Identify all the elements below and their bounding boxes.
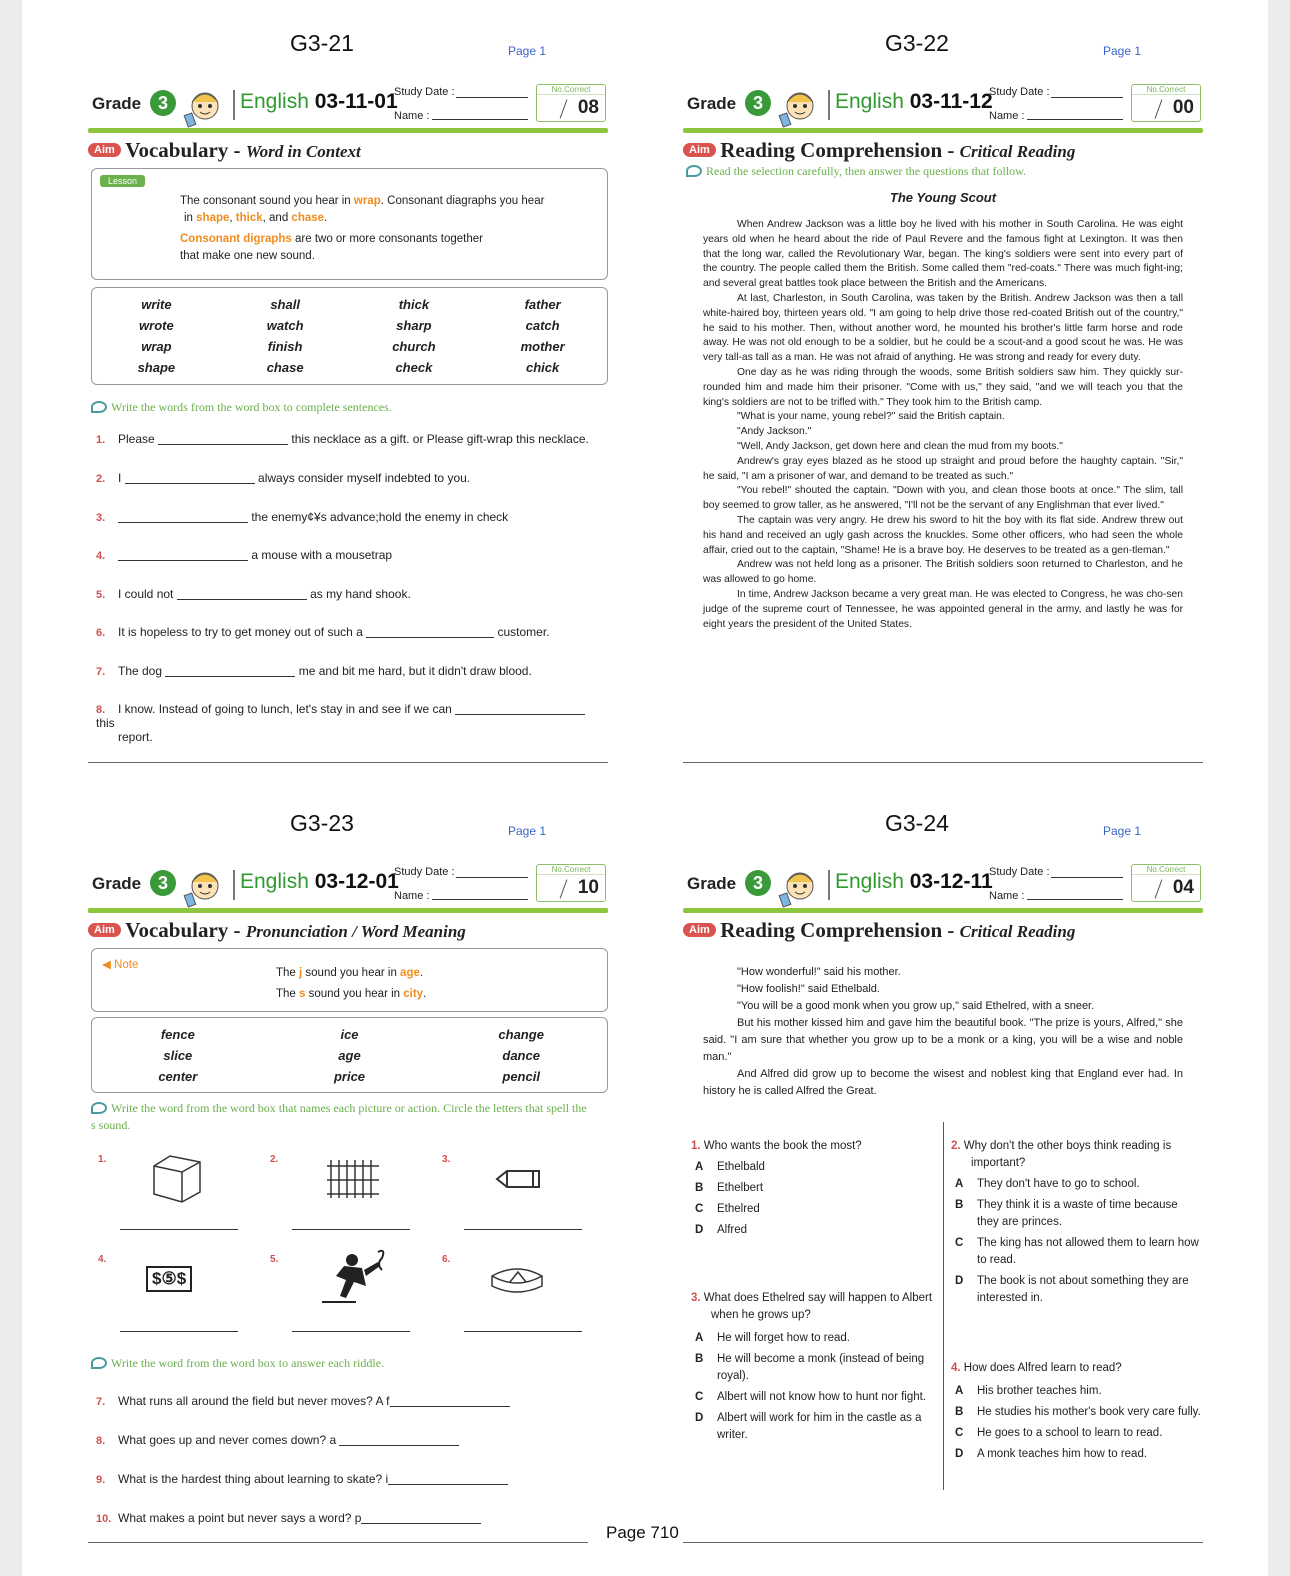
pencil-picture: [495, 1166, 545, 1192]
word: chick: [526, 360, 560, 375]
worksheet-header: [683, 84, 1203, 130]
word: thick: [398, 297, 430, 312]
grade-number-badge: 3: [150, 90, 176, 116]
study-date-field[interactable]: [1051, 877, 1123, 878]
title-main: Vocabulary -: [125, 918, 246, 942]
answer-option[interactable]: A They don't have to go to school.: [955, 1178, 1140, 1190]
grade-number-badge: 3: [745, 90, 771, 116]
question-item: 8. I know. Instead of going to lunch, let's stay in and see if we can this: [96, 702, 606, 730]
worksheet-id: G3-24: [885, 810, 949, 836]
page-link[interactable]: Page 1: [1103, 44, 1142, 58]
pencil-icon: [91, 401, 107, 413]
answer-option[interactable]: C Albert will not know how to hunt nor fight.: [695, 1391, 927, 1403]
question-2: 2. Why don't the other boys think reading is important? A They don't have to go to school. B They think it is a waste of time because they are princes. C The king has not allowed them to learn how to read. D The book is not about something they are interested in.: [951, 1138, 1201, 1307]
question-3: 3. What does Ethelred say will happen to Albert when he grows up? A He will forget how to read. B He will become a monk (instead of being royal). C Albert will not know how to hunt nor fight. D Albert will work for him in the castle as a writer.: [691, 1290, 939, 1444]
header-rule: [88, 908, 608, 913]
pencil-icon: [686, 165, 702, 177]
word-box: [91, 287, 608, 385]
picture-number: 2.: [270, 1154, 279, 1165]
answer-blank[interactable]: [455, 703, 585, 715]
score-value: 04: [1172, 877, 1194, 898]
subject-code: [835, 870, 993, 894]
worksheet-header: [88, 864, 608, 910]
answer-option[interactable]: A He will forget how to read.: [695, 1332, 850, 1344]
word: change: [498, 1027, 544, 1042]
section-title: [683, 138, 1075, 163]
instruction: Write the word from the word box that names each picture or action. Circle the letters that spell the s sound.: [91, 1101, 587, 1132]
student-mascot-icon: [180, 84, 226, 130]
question-item: 6. It is hopeless to try to get money out of such a customer.: [96, 625, 550, 639]
answer-blank[interactable]: [158, 433, 288, 445]
word: slice: [163, 1048, 193, 1063]
note-box: [91, 948, 608, 1012]
score-value: 10: [577, 877, 599, 898]
score-value: 00: [1172, 97, 1194, 118]
word: fence: [160, 1027, 195, 1042]
subject-code: [835, 90, 993, 114]
instruction: Read the selection carefully, then answer the questions that follow.: [686, 164, 1026, 179]
grade-label: Grade: [687, 874, 737, 893]
word: shape: [137, 360, 176, 375]
student-mascot-icon: [775, 84, 821, 130]
section-title: [88, 138, 361, 163]
page-number: Page 710: [606, 1523, 679, 1542]
picture-number: 5.: [270, 1254, 279, 1265]
answer-blank[interactable]: [125, 472, 255, 484]
name-label: Name :: [394, 110, 430, 122]
word: father: [524, 297, 561, 312]
question-1: 1. Who wants the book the most? A Ethelbald B Ethelbert C Ethelred D Alfred: [691, 1138, 939, 1239]
word: pencil: [502, 1069, 540, 1084]
lesson-code: 03-11-12: [909, 90, 993, 113]
lesson-box: [91, 168, 608, 280]
title-main: Vocabulary -: [125, 138, 246, 162]
answer-option[interactable]: B He studies his mother's book very care fully.: [955, 1406, 1201, 1418]
student-mascot-icon: [180, 864, 226, 910]
reading-passage: "How wonderful!" said his mother. "How foolish!" said Ethelbald. "You will be a good monk when you grow up," said Ethelred, with a sneer. But his mother kissed him and gave him the beautiful book. "The prize is yours, Alfred," she said. "I am sure that whether you grow up to be a monk or a king, you will be a wise and noble man." And Alfred did grow up to become the wisest and noblest king that England ever had. In history he is called Alfred the Great.: [703, 966, 1183, 1097]
name-field[interactable]: [1027, 899, 1123, 900]
answer-blank[interactable]: [120, 1320, 238, 1332]
word: church: [392, 339, 436, 354]
score-box[interactable]: [536, 864, 606, 902]
answer-option[interactable]: B They think it is a waste of time because they are princes.: [955, 1199, 1178, 1228]
name-field[interactable]: [432, 119, 528, 120]
lesson-code: 03-11-01: [314, 90, 398, 113]
question-item: 2. I always consider myself indebted to you.: [96, 471, 471, 485]
answer-blank[interactable]: [388, 1473, 508, 1485]
word-box: [91, 1017, 608, 1093]
title-sub: Critical Reading: [959, 922, 1076, 941]
picture-number: 3.: [442, 1154, 451, 1165]
answer-blank[interactable]: [464, 1218, 582, 1230]
question-item: 5. I could not as my hand shook.: [96, 587, 411, 601]
worksheet-id: G3-23: [290, 810, 354, 836]
answer-blank[interactable]: [464, 1320, 582, 1332]
aim-badge: Aim: [683, 143, 716, 157]
header-divider: [233, 870, 235, 900]
picture-number: 4.: [98, 1254, 107, 1265]
word: sharp: [396, 318, 432, 333]
note-text: The j sound you hear in age. The s sound you hear in city.: [276, 967, 427, 1000]
name-label: Name :: [989, 890, 1025, 902]
header-divider: [828, 870, 830, 900]
word: catch: [525, 318, 560, 333]
riddle-item: 7. What runs all around the field but never moves? A f: [96, 1394, 606, 1408]
word: mother: [520, 339, 565, 354]
answer-blank[interactable]: [390, 1395, 510, 1407]
word: check: [395, 360, 433, 375]
instruction: Write the words from the word box to complete sentences.: [91, 400, 392, 415]
lesson-text: The consonant sound you hear in wrap. Consonant diagraphs you hear in shape, thick, and chase. Consonant digraphs are two or more consonants together that make one new sound.: [180, 195, 545, 262]
fence-picture: [323, 1154, 383, 1200]
subject-code: [240, 90, 398, 114]
answer-blank[interactable]: [292, 1218, 410, 1230]
answer-option[interactable]: C He goes to a school to learn to read.: [955, 1427, 1163, 1439]
header-rule: [88, 128, 608, 133]
answer-option[interactable]: C Ethelred: [695, 1203, 760, 1215]
name-field[interactable]: [432, 899, 528, 900]
question-item: 4. a mouse with a mousetrap: [96, 548, 393, 562]
word: write: [141, 297, 172, 312]
pencil-icon: [91, 1357, 107, 1369]
answer-option[interactable]: C The king has not allowed them to learn how to read.: [955, 1237, 1199, 1266]
header-divider: [828, 90, 830, 120]
dancer-picture: [316, 1246, 392, 1306]
section-rule: [88, 1542, 588, 1543]
worksheet-header: [88, 84, 608, 130]
answer-option[interactable]: D Alfred: [695, 1224, 748, 1236]
answer-option[interactable]: D Albert will work for him in the castle as a writer.: [695, 1412, 922, 1441]
worksheet-id: G3-21: [290, 30, 354, 56]
student-mascot-icon: [775, 864, 821, 910]
cheese-slice-picture: [488, 1262, 546, 1298]
score-box-label: No.Correct: [1132, 865, 1200, 875]
score-box-label: No.Correct: [1132, 85, 1200, 95]
word: ice: [340, 1027, 359, 1042]
answer-blank[interactable]: [177, 588, 307, 600]
section-rule: [683, 762, 1203, 763]
page-link[interactable]: Page 1: [508, 44, 547, 58]
header-rule: [683, 128, 1203, 133]
study-date-label: Study Date :: [989, 866, 1050, 878]
grade-label: Grade: [92, 94, 142, 113]
answer-blank[interactable]: [165, 665, 295, 677]
answer-blank[interactable]: [366, 626, 494, 638]
study-date-label: Study Date :: [394, 866, 455, 878]
ice-cube-picture: [148, 1152, 204, 1204]
subject-label: English: [240, 90, 309, 113]
subject-label: English: [835, 870, 904, 893]
answer-blank[interactable]: [361, 1512, 481, 1524]
name-label: Name :: [989, 110, 1025, 122]
title-main: Reading Comprehension -: [720, 138, 960, 162]
worksheet-id: G3-22: [885, 30, 949, 56]
grade-label: Grade: [92, 874, 142, 893]
title-sub: Pronunciation / Word Meaning: [245, 922, 466, 941]
score-box-label: No.Correct: [537, 85, 605, 95]
question-item-continued: report.: [118, 730, 153, 744]
lesson-tag: Lesson: [100, 175, 145, 187]
aim-badge: Aim: [88, 923, 121, 937]
score-value: 08: [577, 97, 599, 118]
section-rule: [683, 1542, 1203, 1543]
lesson-code: 03-12-01: [314, 870, 399, 893]
word: shall: [270, 297, 300, 312]
word: center: [158, 1069, 198, 1084]
word: wrap: [141, 339, 172, 354]
answer-blank[interactable]: [118, 549, 248, 561]
study-date-label: Study Date :: [989, 86, 1050, 98]
question-item: 1. Please this necklace as a gift. or Please gift-wrap this necklace.: [96, 432, 589, 446]
subject-label: English: [240, 870, 309, 893]
answer-blank[interactable]: [339, 1434, 459, 1446]
word: chase: [266, 360, 304, 375]
riddle-item: 10. What makes a point but never says a word? p: [96, 1511, 606, 1525]
aim-badge: Aim: [683, 923, 716, 937]
word: age: [338, 1048, 361, 1063]
aim-badge: Aim: [88, 143, 121, 157]
name-label: Name :: [394, 890, 430, 902]
section-title: [88, 918, 466, 943]
subject-code: [240, 870, 399, 894]
answer-option[interactable]: D A monk teaches him how to read.: [955, 1448, 1148, 1460]
score-box-label: No.Correct: [537, 865, 605, 875]
study-date-field[interactable]: [1051, 97, 1123, 98]
word: dance: [502, 1048, 540, 1063]
page-link[interactable]: Page 1: [1103, 824, 1142, 838]
word: finish: [267, 339, 303, 354]
header-rule: [683, 908, 1203, 913]
answer-option[interactable]: A Ethelbald: [695, 1161, 765, 1173]
word: price: [333, 1069, 366, 1084]
instruction: Write the word from the word box to answer each riddle.: [91, 1356, 384, 1371]
question-4: 4. How does Alfred learn to read? A His brother teaches him. B He studies his mother's book very care fully. C He goes to a school to learn to read. D A monk teaches him how to read.: [951, 1360, 1201, 1463]
answer-option[interactable]: A His brother teaches him.: [955, 1385, 1102, 1397]
pencil-icon: [91, 1102, 107, 1114]
grade-label: Grade: [687, 94, 737, 113]
title-main: Reading Comprehension -: [720, 918, 960, 942]
story-title: The Young Scout: [889, 190, 997, 205]
word: wrote: [139, 318, 174, 333]
score-box[interactable]: [536, 84, 606, 122]
title-sub: Critical Reading: [959, 142, 1076, 161]
study-date-field[interactable]: [456, 877, 528, 878]
score-box[interactable]: [1131, 864, 1201, 902]
section-title: [683, 918, 1075, 943]
question-item: 7. The dog me and bit me hard, but it didn't draw blood.: [96, 664, 532, 678]
subject-label: English: [835, 90, 904, 113]
reading-passage: When Andrew Jackson was a little boy he lived with his mother in South Carolina. He was eight years old when he heard about the ride of Paul Revere and the famous fight at Lexington. It was then that the long war, called the Revolutionary War, began. The king's soldiers were sent into every part of the country. The people called them the British. Some called them "red-coats." There was much fight-ing; and several great battles took place between the British and the Americans. At last, Charleston, in South Carolina, was taken by the British. Andrew Jackson was then a tall white-haired boy, thirteen years old. "I am going to help drive those red-coated British out of the country," he said to his mother. Then, without another word, he mounted his brother's little farm horse and rode away. He was not old enough to be a soldier, but he could be a scout-and a good scout he was. He was very tall-as tall as a man. He was not afraid of anything. He was strong and ready for every duty. One day as he was riding through the woods, some British soldiers saw him. They quickly sur-rounded him and made him their prisoner. "Come with us," they said, "and we will teach you that the king's soldiers are not to be trifled with." They took him to the British camp. "What is your name, young rebel?" said the British captain. "Andy Jackson." "Well, Andy Jackson, get down here and clean the mud from my boots." Andrew's gray eyes blazed as he stood up straight and proud before the haughty captain. "Sir," he said, "I am a prisoner of war, and demand to be treated as such." "You rebel!" shouted the captain. "Down with you, and clean those boots at once." The slim, tall boy seemed to grow taller, as he answered, "I'll not be the servant of any Englishman that ever lived." The captain was very angry. He drew his sword to hit the boy with its flat side. Andrew threw out his hand and received an ugly gash across the knuckles. Some other officers, who had seen the whole affair, cried out to the captain, "Shame! He is a brave boy. He deserves to be treated as a gen-tleman." Andrew was not held long as a prisoner. The British soldiers soon returned to Charleston, and he was allowed to go home. In time, Andrew Jackson became a very great man. He was elected to Congress, he was cho-sen judge of the supreme court of Tennessee, he was appointed general in the army, and lastly he was for eight years the president of the United States.: [703, 219, 1183, 630]
study-date-field[interactable]: [456, 97, 528, 98]
picture-number: 6.: [442, 1254, 451, 1265]
header-divider: [233, 90, 235, 120]
page-link[interactable]: Page 1: [508, 824, 547, 838]
lesson-code: 03-12-11: [909, 870, 993, 893]
answer-blank[interactable]: [292, 1320, 410, 1332]
answer-option[interactable]: D The book is not about something they are interested in.: [955, 1275, 1189, 1304]
study-date-label: Study Date :: [394, 86, 455, 98]
column-divider: [943, 1122, 944, 1490]
answer-option[interactable]: B Ethelbert: [695, 1182, 764, 1194]
grade-number-badge: 3: [745, 870, 771, 896]
riddle-item: 9. What is the hardest thing about learning to skate? i: [96, 1472, 606, 1486]
grade-number-badge: 3: [150, 870, 176, 896]
answer-blank[interactable]: [118, 511, 248, 523]
price-tag-picture: $⑤$: [146, 1266, 192, 1292]
word: watch: [266, 318, 304, 333]
section-rule: [88, 762, 608, 763]
answer-blank[interactable]: [120, 1218, 238, 1230]
answer-option[interactable]: B He will become a monk (instead of being royal).: [695, 1353, 925, 1382]
note-tag: ◀ Note: [102, 959, 139, 971]
name-field[interactable]: [1027, 119, 1123, 120]
score-box[interactable]: [1131, 84, 1201, 122]
picture-number: 1.: [98, 1154, 107, 1165]
riddle-item: 8. What goes up and never comes down? a: [96, 1433, 606, 1447]
worksheet-header: [683, 864, 1203, 910]
question-item: 3. the enemy¢¥s advance;hold the enemy in check: [96, 510, 509, 524]
title-sub: Word in Context: [245, 142, 361, 161]
